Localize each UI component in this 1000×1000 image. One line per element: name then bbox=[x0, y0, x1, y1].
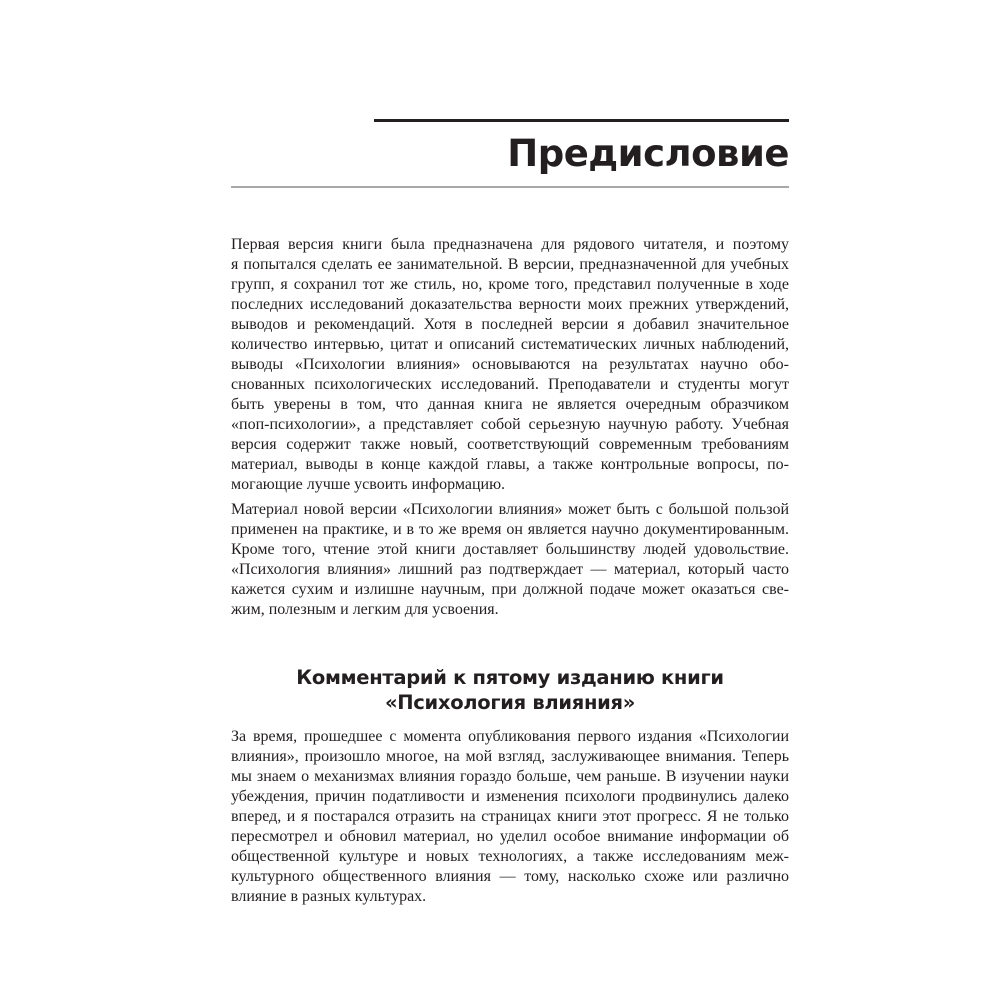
text-line: быть уверены в том, что данная книга не является очередным образчиком bbox=[231, 396, 789, 413]
text-line: я попытался сделать ее занимательной. В версии, предназначенной для учебных bbox=[231, 256, 789, 273]
text-line: За время, прошедшее с момента опубликования первого издания «Психологии bbox=[231, 728, 789, 745]
text-line: вперед, и я постарался отразить на страницах книги этот прогресс. Я не только bbox=[231, 808, 789, 825]
text-line: жим, полезным и легким для усвоения. bbox=[231, 601, 499, 618]
text-line: выводов и рекомендаций. Хотя в последней версии я добавил значительное bbox=[231, 316, 789, 333]
section-heading-line-2: «Психология влияния» bbox=[384, 691, 635, 714]
text-line: количество интервью, цитат и описаний систематических личных наблюдений, bbox=[231, 336, 789, 353]
text-line: кажется сухим и излишне научным, при должной подаче может оказаться све- bbox=[231, 581, 789, 598]
text-line: материал, выводы в конце каждой главы, а также контрольные вопросы, по- bbox=[231, 456, 789, 473]
text-line: последних исследований доказательства верности моих прежних утверждений, bbox=[231, 296, 789, 313]
text-line: «Психология влияния» лишний раз подтверждает — материал, который часто bbox=[231, 561, 789, 578]
title-top-rule bbox=[374, 119, 789, 122]
section-paragraph bbox=[231, 727, 789, 907]
text-line: культурного общественного влияния — тому, насколько схоже или различно bbox=[231, 868, 789, 885]
title-bottom-rule bbox=[231, 186, 789, 188]
text-line: могающие лучше усвоить информацию. bbox=[231, 476, 506, 493]
text-line: «поп-психологии», а представляет собой серьезную научную работу. Учебная bbox=[231, 416, 789, 433]
text-line: пересмотрел и обновил материал, но уделил особое внимание информации об bbox=[231, 828, 789, 845]
text-line: мы знаем о механизмах влияния гораздо больше, чем раньше. В изучении науки bbox=[231, 768, 789, 785]
paragraph-2 bbox=[231, 500, 789, 620]
page-title: Предисловие bbox=[507, 132, 789, 175]
text-line: Первая версия книги была предназначена для рядового читателя, и поэтому bbox=[231, 236, 789, 253]
text-line: общественной культуре и новых технологиях, а также исследованиям меж- bbox=[231, 848, 789, 865]
text-line: Кроме того, чтение этой книги доставляет большинству людей удовольствие. bbox=[231, 541, 789, 558]
text-line: выводы «Психологии влияния» основываются на результатах научно обо- bbox=[231, 356, 789, 373]
section-heading bbox=[231, 665, 789, 715]
text-line: применен на практике, и в то же время он является научно документированным. bbox=[231, 521, 789, 538]
text-line: версия содержит также новый, соответствующий современным требованиям bbox=[231, 436, 789, 453]
text-line: влияние в разных культурах. bbox=[231, 888, 427, 905]
text-line: групп, я сохранил тот же стиль, но, кроме того, представил полученные в ходе bbox=[231, 276, 789, 293]
text-line: снованных психологических исследований. Преподаватели и студенты могут bbox=[231, 376, 789, 393]
text-line: влияния», произошло многое, на мой взгляд, заслуживающее внимания. Теперь bbox=[231, 748, 789, 765]
text-line: убеждения, причин податливости и изменения психологи продвинулись далеко bbox=[231, 788, 789, 805]
section-heading-line-1: Комментарий к пятому изданию книги bbox=[296, 666, 724, 689]
paragraph-1 bbox=[231, 235, 789, 495]
text-line: Материал новой версии «Психологии влияния» может быть с большой пользой bbox=[231, 501, 789, 518]
